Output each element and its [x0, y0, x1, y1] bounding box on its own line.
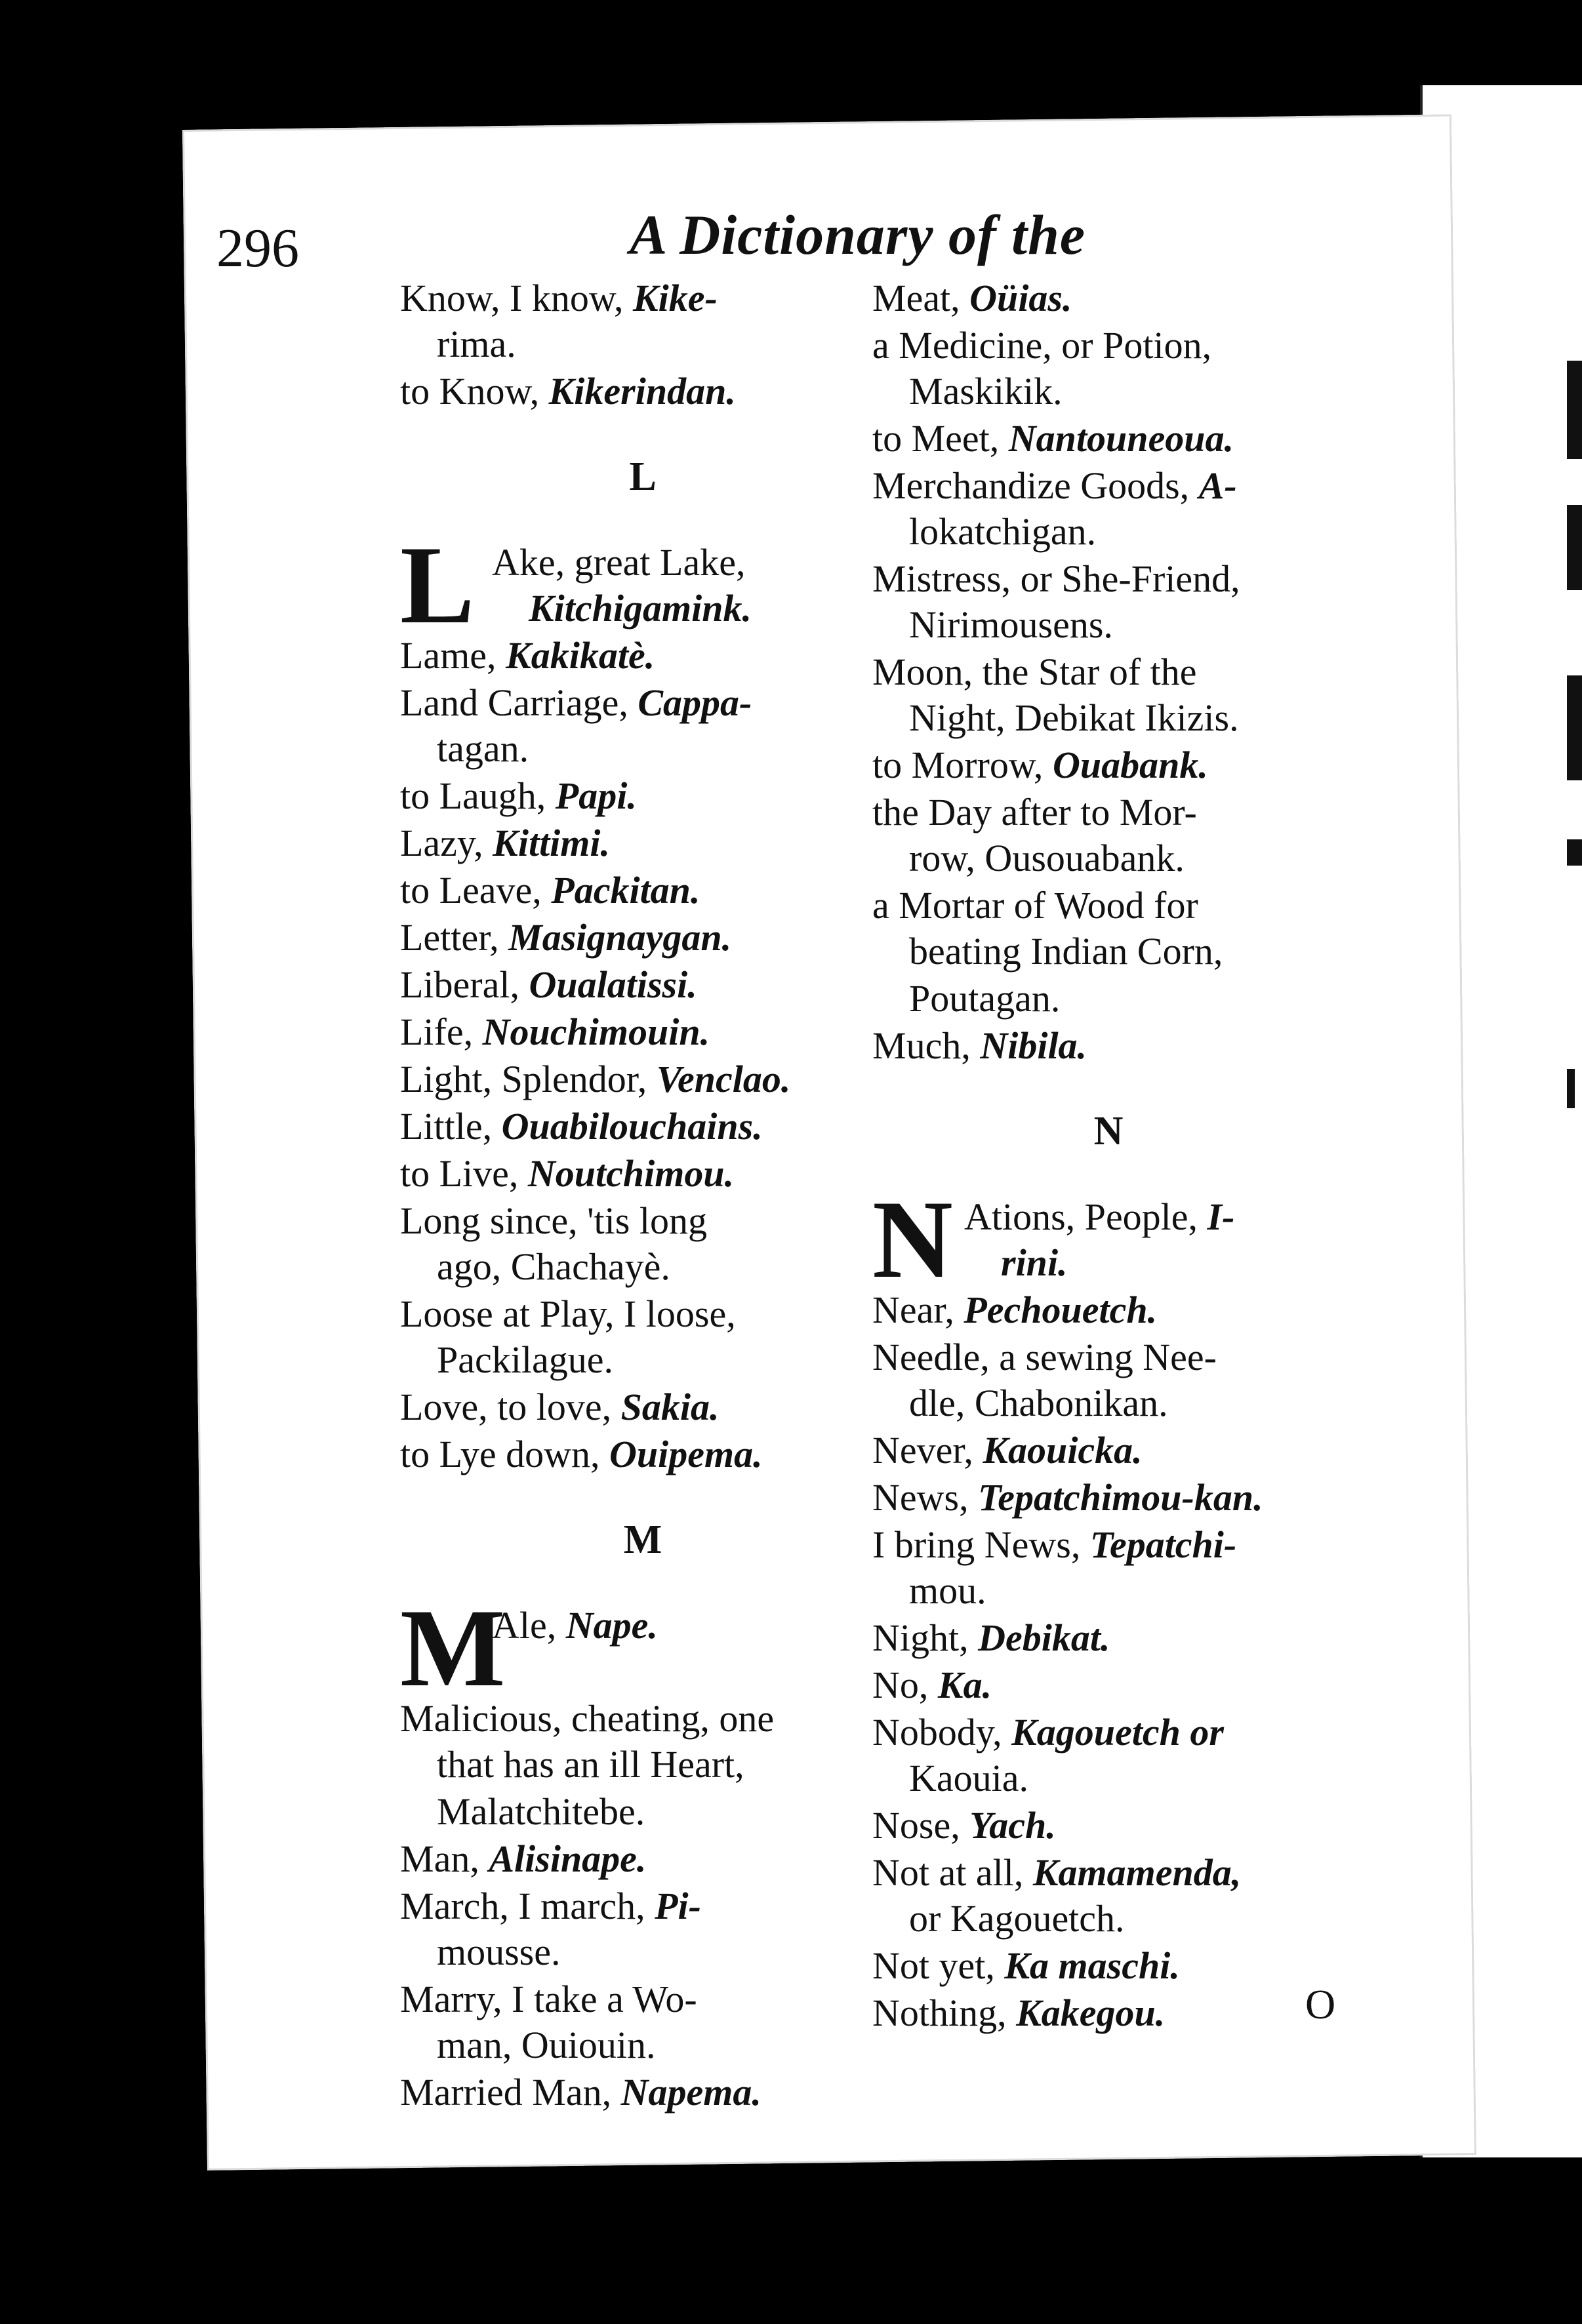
entry-continuation: Night, Debikat Ikizis. [909, 696, 1239, 739]
entry-english: Night, [872, 1616, 969, 1659]
entry-english: Moon, the Star of the [872, 651, 1197, 693]
entry-english: Meat, [872, 277, 960, 319]
entry-english: to Laugh, [400, 774, 546, 817]
dictionary-entry [872, 1522, 1345, 1614]
dictionary-entry [400, 2070, 885, 2115]
entry-english: Marry, I take a Wo- [400, 1978, 697, 2020]
entry-continuation: ago, Chachayè. [437, 1245, 670, 1288]
drop-cap-m: M [400, 1586, 506, 1710]
entry-continuation: row, Ousouabank. [909, 837, 1185, 879]
entry-continuation: or Kagouetch. [909, 1897, 1125, 1940]
entry-continuation: mousse. [437, 1931, 561, 1973]
dictionary-entry [872, 742, 1345, 788]
entry-native: Napema. [620, 2071, 761, 2114]
entry-english: Know, I know, [400, 277, 624, 319]
dictionary-entry [872, 463, 1345, 555]
entry-native: Debikat. [978, 1616, 1110, 1659]
entry-english: Not yet, [872, 1944, 995, 1987]
entry-english: Ale, [492, 1604, 557, 1647]
entry-native: Kaouicka. [983, 1429, 1143, 1472]
dictionary-entry [400, 962, 885, 1008]
dictionary-entry [400, 1384, 885, 1430]
dictionary-entry [400, 915, 885, 961]
entry-native: Venclao. [656, 1058, 791, 1100]
entry-native: A- [1198, 464, 1237, 507]
entry-continuation: beating Indian Corn, [909, 930, 1223, 972]
entry-native: Nouchimouin. [482, 1011, 710, 1053]
entry-native: Ka maschi. [1004, 1944, 1180, 1987]
entry-continuation: Maskikik. [909, 370, 1063, 412]
entry-english: Letter, [400, 916, 499, 959]
dictionary-entry [400, 1696, 885, 1788]
dictionary-entry [400, 868, 885, 913]
entry-native: Kikerindan. [548, 370, 736, 412]
entry-native: Ouipema. [609, 1433, 763, 1475]
entry-english: Little, [400, 1105, 493, 1148]
dictionary-entry [400, 1432, 885, 1477]
entry-native-cont: rini. [1001, 1241, 1068, 1284]
dictionary-entry [872, 883, 1345, 974]
entry-native: Cappa- [638, 681, 752, 724]
entry-native: Kike- [632, 277, 718, 319]
entry-native: Masignaygan. [508, 916, 732, 959]
dictionary-entry [872, 649, 1345, 741]
entry-english: Love, to love, [400, 1386, 612, 1428]
drop-cap-l: L [400, 523, 475, 647]
entry-english: Lame, [400, 634, 497, 677]
entry-english: March, I march, [400, 1885, 645, 1927]
dictionary-entry [400, 1151, 885, 1197]
dictionary-entry [400, 820, 885, 866]
dictionary-entry [400, 1009, 885, 1055]
entry-native: Ka. [937, 1664, 992, 1706]
entry-native: Kakegou. [1016, 1992, 1166, 2034]
dictionary-entry [400, 680, 885, 772]
dictionary-entry [400, 1198, 885, 1290]
catchword: O [1305, 1981, 1336, 2028]
entry-continuation: Packilague. [437, 1338, 613, 1381]
dictionary-entry [872, 323, 1345, 414]
entry-native: Kittimi. [493, 822, 611, 864]
entry-english: Malicious, cheating, one [400, 1697, 775, 1740]
entry-english: Married Man, [400, 2071, 612, 2114]
entry-english: Light, Splendor, [400, 1058, 647, 1100]
drop-entry-l [400, 523, 885, 647]
dictionary-entry [872, 790, 1345, 881]
entry-english: Not at all, [872, 1851, 1024, 1894]
dictionary-entry [400, 1836, 885, 1882]
drop-cap-n: N [872, 1178, 953, 1301]
entry-english: Near, [872, 1289, 954, 1331]
entry-native: Yach. [969, 1804, 1056, 1847]
left-column [400, 275, 885, 2117]
entry-english: Mistress, or She-Friend, [872, 557, 1240, 600]
entry-english: Lazy, [400, 822, 483, 864]
dictionary-entry [400, 275, 885, 367]
entry-english: Much, [872, 1024, 971, 1067]
dictionary-entry [400, 1104, 885, 1150]
entry-native: Pechouetch. [963, 1289, 1158, 1331]
entry-native: Kagouetch or [1011, 1711, 1224, 1753]
dictionary-entry [872, 1710, 1345, 1801]
entry-english: I bring News, [872, 1523, 1081, 1566]
entry-continuation: tagan. [437, 727, 529, 770]
entry-english: Nothing, [872, 1992, 1007, 2034]
running-title: A Dictionary of the [630, 203, 1086, 266]
entry-native: Papi. [555, 774, 637, 817]
dictionary-entry [872, 1943, 1345, 1989]
entry-native: Nape. [565, 1604, 658, 1647]
entry-native: Alisinape. [489, 1837, 647, 1880]
dictionary-entry [872, 1475, 1345, 1521]
entry-continuation: that has an ill Heart, [437, 1743, 744, 1786]
entry-native: Nantouneoua. [1008, 417, 1234, 460]
entry-english: Land Carriage, [400, 681, 628, 724]
entry-continuation: rima. [437, 323, 516, 365]
entry-english: Nose, [872, 1804, 960, 1847]
entry-english: to Know, [400, 370, 540, 412]
dictionary-entry [872, 1850, 1345, 1942]
entry-english: to Morrow, [872, 744, 1044, 786]
entry-english: Never, [872, 1429, 973, 1472]
entry-native: Kitchigamink. [529, 587, 752, 630]
dictionary-entry [400, 1291, 885, 1383]
entry-continuation: Poutagan. [909, 977, 1061, 1020]
section-heading-l: L [629, 454, 657, 499]
entry-english: a Medicine, or Potion, [872, 324, 1212, 367]
dictionary-entry [872, 416, 1345, 462]
entry-native: Ouabank. [1052, 744, 1208, 786]
entry-english: Nobody, [872, 1711, 1002, 1753]
entry-english: a Mortar of Wood for [872, 884, 1198, 927]
entry-english: Needle, a sewing Nee- [872, 1336, 1217, 1378]
entry-continuation: dle, Chabonikan. [909, 1382, 1168, 1424]
entry-native: Sakia. [620, 1386, 720, 1428]
dictionary-entry [400, 1976, 885, 2068]
entry-english: Loose at Play, I loose, [400, 1292, 736, 1335]
dictionary-entry [872, 275, 1345, 321]
dictionary-entry [872, 1803, 1345, 1849]
dictionary-entry [400, 1883, 885, 1975]
entry-english: to Lye down, [400, 1433, 600, 1475]
entry-native: Oüias. [969, 277, 1072, 319]
entry-english: to Meet, [872, 417, 1000, 460]
entry-english: Long since, 'tis long [400, 1199, 707, 1242]
dictionary-entry [400, 1056, 885, 1102]
entry-native: Kakikatè. [506, 634, 655, 677]
entry-english: to Leave, [400, 869, 542, 912]
entry-english: Ations, People, [964, 1195, 1198, 1238]
entry-english: News, [872, 1476, 969, 1519]
entry-english: Man, [400, 1837, 479, 1880]
entry-english: to Live, [400, 1152, 519, 1195]
dictionary-entry [872, 1990, 1345, 2036]
entry-english: Ake, great Lake, [492, 541, 746, 584]
dictionary-entry [872, 1334, 1345, 1426]
entry-continuation: Nirimousens. [909, 603, 1113, 646]
dictionary-entry [400, 369, 885, 414]
entry-native: Noutchimou. [527, 1152, 735, 1195]
dictionary-entry [872, 1023, 1345, 1069]
entry-continuation: man, Ouiouin. [437, 2024, 656, 2066]
entry-native: I- [1207, 1195, 1235, 1238]
entry-english: the Day after to Mor- [872, 791, 1197, 833]
entry-english: Merchandize Goods, [872, 464, 1190, 507]
dictionary-entry [400, 1789, 885, 1835]
page-number: 296 [216, 218, 299, 279]
dictionary-entry [872, 1662, 1345, 1708]
section-heading-m: M [623, 1517, 662, 1562]
entry-native: Tepatchi- [1089, 1523, 1237, 1566]
entry-native: Tepatchimou-kan. [978, 1476, 1263, 1519]
entry-continuation: lokatchigan. [909, 510, 1097, 553]
entry-native: Pi- [655, 1885, 701, 1927]
drop-entry-m [400, 1586, 885, 1710]
dictionary-entry [872, 1428, 1345, 1473]
entry-english: Life, [400, 1011, 474, 1053]
entry-continuation: Kaouia. [909, 1757, 1028, 1799]
right-column [872, 275, 1345, 2037]
entry-native: Kamamenda, [1032, 1851, 1242, 1894]
entry-continuation: Malatchitebe. [437, 1790, 645, 1833]
drop-entry-n [872, 1178, 1345, 1301]
dictionary-entry [872, 1615, 1345, 1661]
entry-native: Nibila. [980, 1024, 1087, 1067]
entry-english: Liberal, [400, 963, 519, 1006]
dictionary-entry [872, 976, 1345, 1022]
entry-english: No, [872, 1664, 929, 1706]
entry-native: Packitan. [551, 869, 700, 912]
dictionary-entry [872, 556, 1345, 648]
section-heading-n: N [1093, 1109, 1124, 1153]
entry-native: Oualatissi. [529, 963, 697, 1006]
entry-native: Ouabilouchains. [501, 1105, 763, 1148]
entry-continuation: mou. [909, 1569, 986, 1612]
dictionary-entry [400, 773, 885, 819]
